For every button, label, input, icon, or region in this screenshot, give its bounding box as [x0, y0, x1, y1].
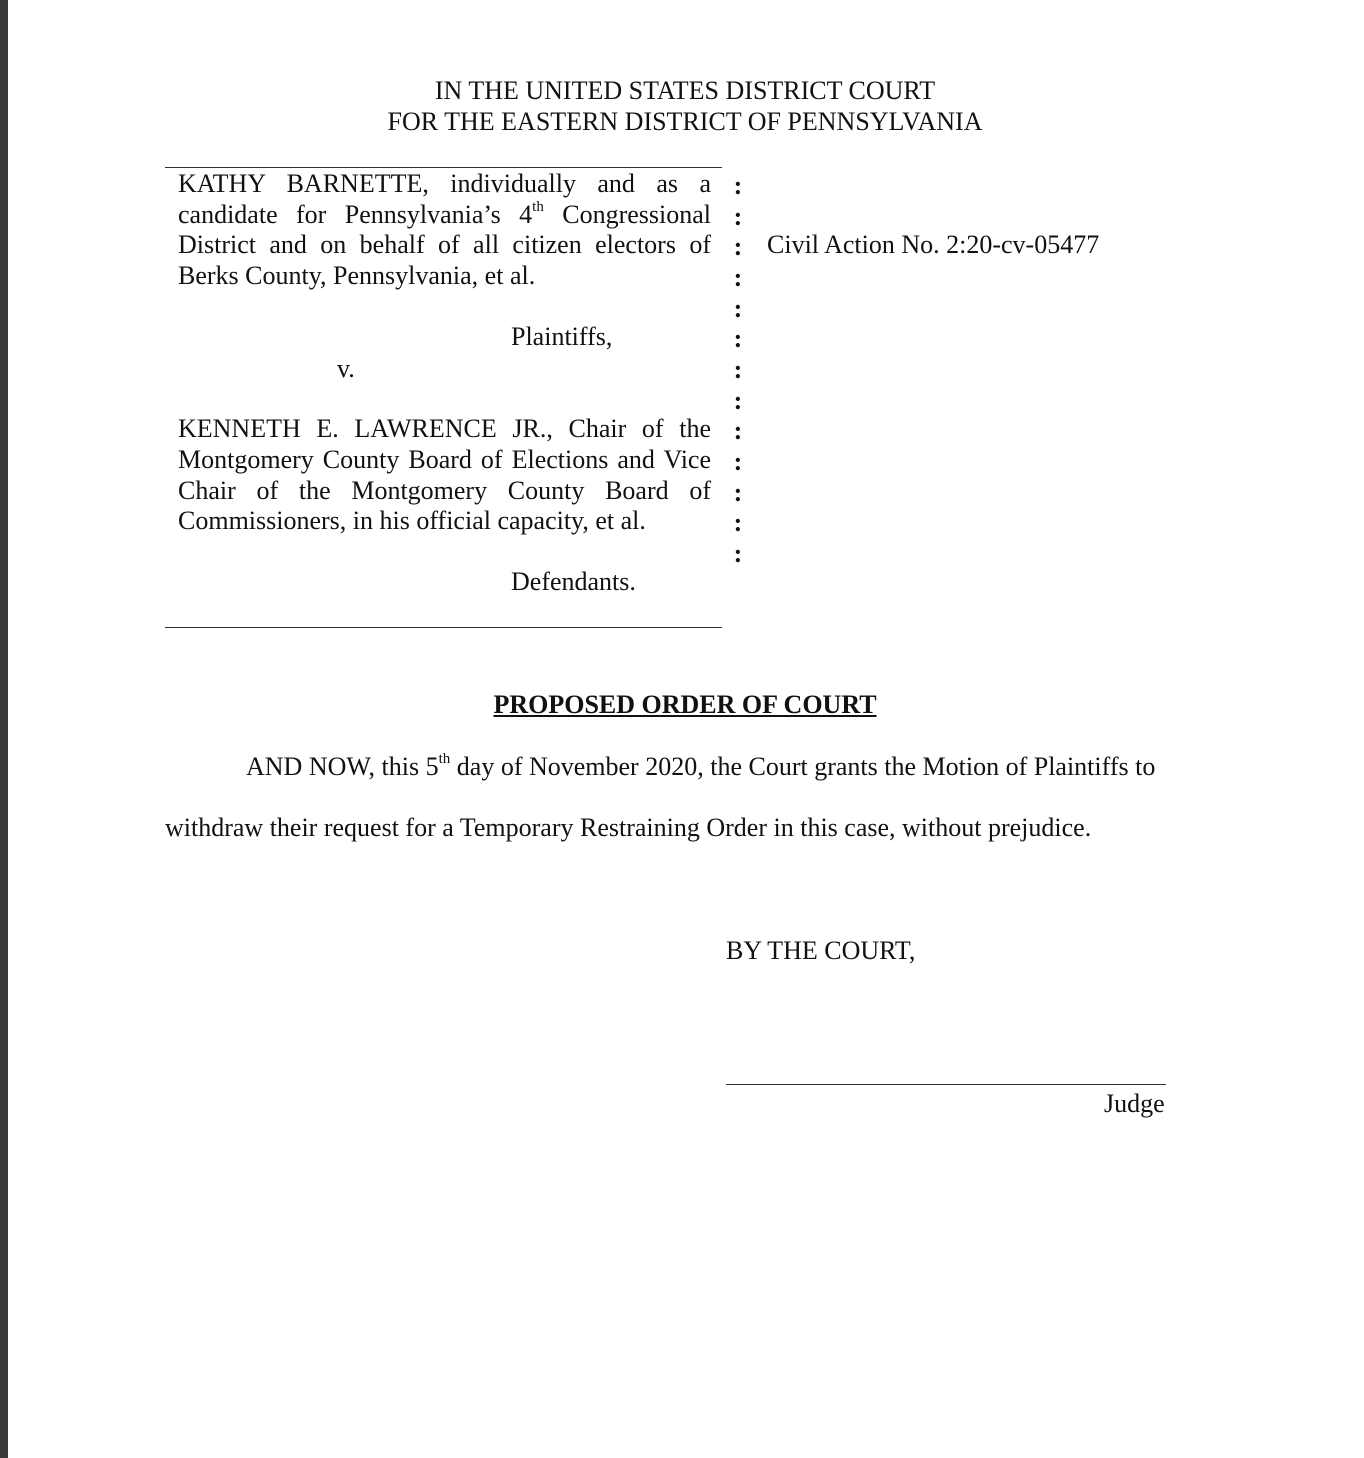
order-paragraph-line-1: AND NOW, this 5th day of November 2020, the Court grants the Motion of Plaintiffs to — [246, 751, 1156, 781]
caption-colon: : — [733, 232, 743, 261]
caption-colon: : — [733, 263, 743, 292]
defendants-label: Defendants. — [511, 567, 636, 596]
defendant-line-3: Chair of the Montgomery County Board of — [178, 476, 711, 505]
defendant-line-4: Commissioners, in his official capacity, et al. — [178, 506, 646, 535]
caption-colon: : — [733, 355, 743, 384]
caption-colon: : — [733, 294, 743, 323]
caption-colon: : — [733, 508, 743, 537]
judge-label: Judge — [1104, 1089, 1165, 1118]
caption-colon: : — [733, 386, 743, 415]
plaintiff-line-1: KATHY BARNETTE, individually and as a — [178, 169, 711, 198]
caption-bottom-rule — [165, 627, 722, 628]
court-name-line-2: FOR THE EASTERN DISTRICT OF PENNSYLVANIA — [387, 107, 983, 136]
caption-colon: : — [733, 416, 743, 445]
viewer-left-edge — [0, 0, 8, 1458]
defendant-line-1: KENNETH E. LAWRENCE JR., Chair of the — [178, 414, 711, 443]
plaintiff-line-3: District and on behalf of all citizen electors of — [178, 230, 711, 259]
order-paragraph-line-2: withdraw their request for a Temporary Restraining Order in this case, without prejudice. — [165, 813, 1092, 842]
defendant-line-2: Montgomery County Board of Elections and Vice — [178, 445, 711, 474]
plaintiff-line-4: Berks County, Pennsylvania, et al. — [178, 261, 536, 290]
caption-colon: : — [733, 171, 743, 200]
caption-colon: : — [733, 324, 743, 353]
caption-colon: : — [733, 447, 743, 476]
caption-colon: : — [733, 539, 743, 568]
plaintiff-line-2: candidate for Pennsylvania’s 4th Congressional — [178, 199, 712, 229]
judge-signature-line — [726, 1084, 1166, 1085]
caption-top-rule — [165, 167, 722, 168]
civil-action-number: Civil Action No. 2:20-cv-05477 — [767, 230, 1100, 259]
court-name-line-1: IN THE UNITED STATES DISTRICT COURT — [434, 76, 936, 105]
caption-colon: : — [733, 202, 743, 231]
order-title: PROPOSED ORDER OF COURT — [493, 690, 877, 719]
versus-label: v. — [337, 354, 355, 383]
caption-colon: : — [733, 478, 743, 507]
by-the-court: BY THE COURT, — [726, 936, 916, 965]
plaintiffs-label: Plaintiffs, — [511, 322, 613, 351]
